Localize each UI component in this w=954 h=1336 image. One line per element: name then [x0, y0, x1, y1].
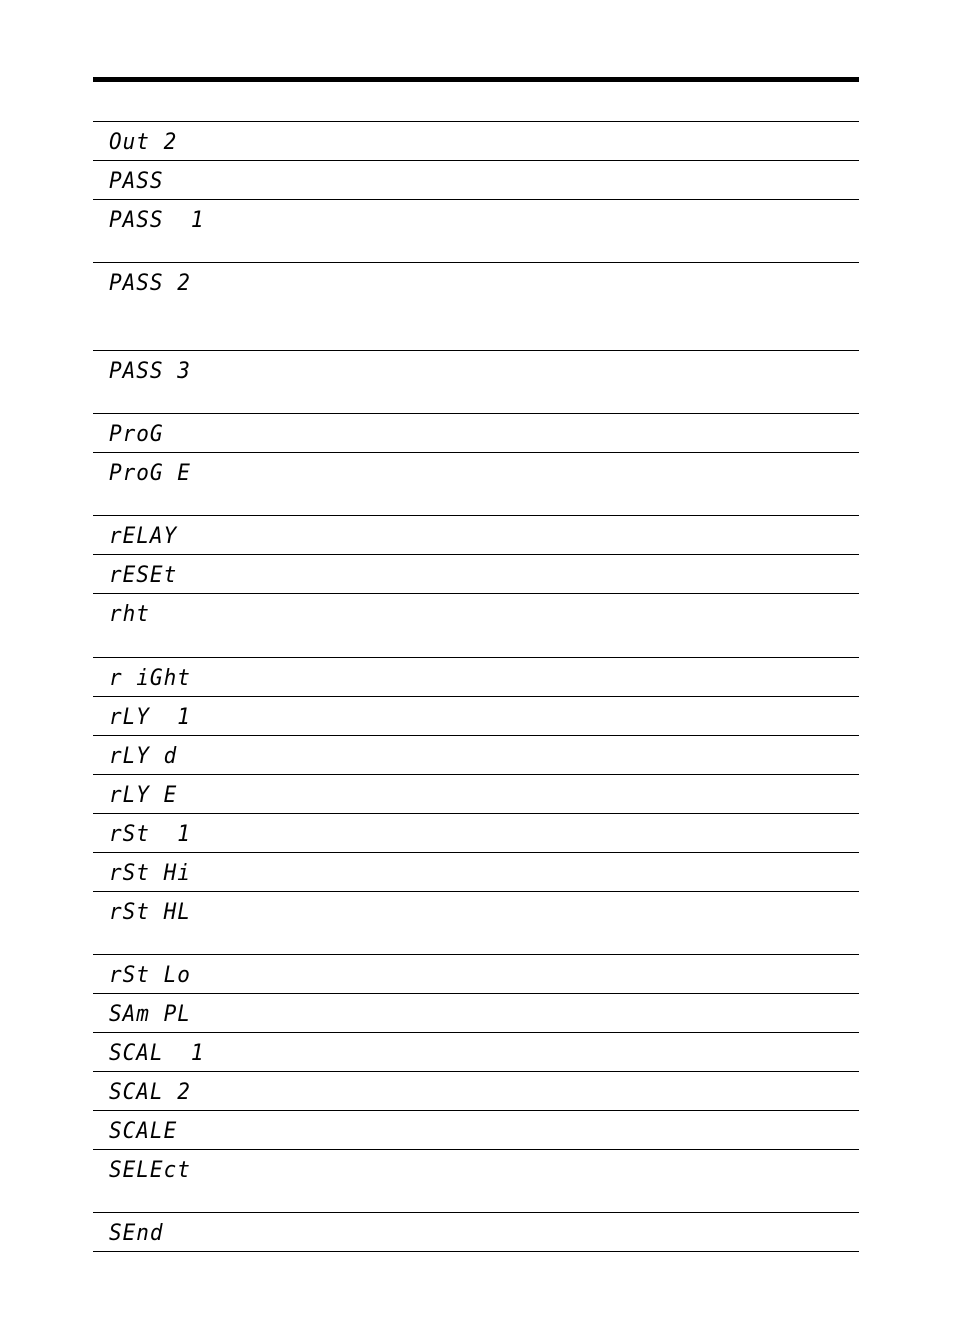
display-code: rLY 1: [109, 704, 191, 730]
table-row: [93, 775, 859, 814]
display-code: PASS 2: [109, 270, 191, 296]
display-code: SCAL 1: [109, 1040, 205, 1066]
table-row: [93, 516, 859, 555]
display-code: PASS: [109, 168, 164, 194]
table-row: [93, 161, 859, 200]
display-code: Out 2: [109, 129, 178, 155]
display-code: rESEt: [109, 562, 178, 588]
table-row: [93, 1033, 859, 1072]
table-row: [93, 994, 859, 1033]
display-code: rLY E: [109, 782, 178, 808]
table-row: [93, 122, 859, 161]
display-code: rSt Hi: [109, 860, 191, 886]
display-code: PASS 3: [109, 358, 191, 384]
display-code: SELEct: [109, 1157, 191, 1183]
display-code: SCAL 2: [109, 1079, 191, 1105]
table-row: [93, 892, 859, 955]
display-code: rSt Lo: [109, 962, 191, 988]
display-code: ProG E: [109, 460, 191, 486]
display-code: SAm PL: [109, 1001, 191, 1027]
table-row: [93, 658, 859, 697]
table-row: [93, 853, 859, 892]
display-code: rLY d: [109, 743, 178, 769]
table-row: [93, 1111, 859, 1150]
table-row: [93, 263, 859, 351]
display-code: SCALE: [109, 1118, 178, 1144]
table-row: [93, 736, 859, 775]
display-code: r iGht: [109, 665, 191, 691]
table-row: [93, 814, 859, 853]
table-row: [93, 351, 859, 414]
display-code: rSt 1: [109, 821, 191, 847]
table-row: [93, 414, 859, 453]
display-code: rht: [109, 601, 150, 627]
table-row: [93, 697, 859, 736]
table-row: [93, 555, 859, 594]
display-code: SEnd: [109, 1220, 164, 1246]
table-row: [93, 200, 859, 263]
table-row: [93, 955, 859, 994]
header-rule: [93, 77, 859, 82]
display-code: PASS 1: [109, 207, 205, 233]
table-row: [93, 1072, 859, 1111]
table-row: [93, 453, 859, 516]
display-code-table: [93, 121, 859, 1252]
display-code: rELAY: [109, 523, 178, 549]
table-row: [93, 1213, 859, 1252]
table-row: [93, 594, 859, 658]
display-code: ProG: [109, 421, 164, 447]
table-row: [93, 1150, 859, 1213]
display-code: rSt HL: [109, 899, 191, 925]
